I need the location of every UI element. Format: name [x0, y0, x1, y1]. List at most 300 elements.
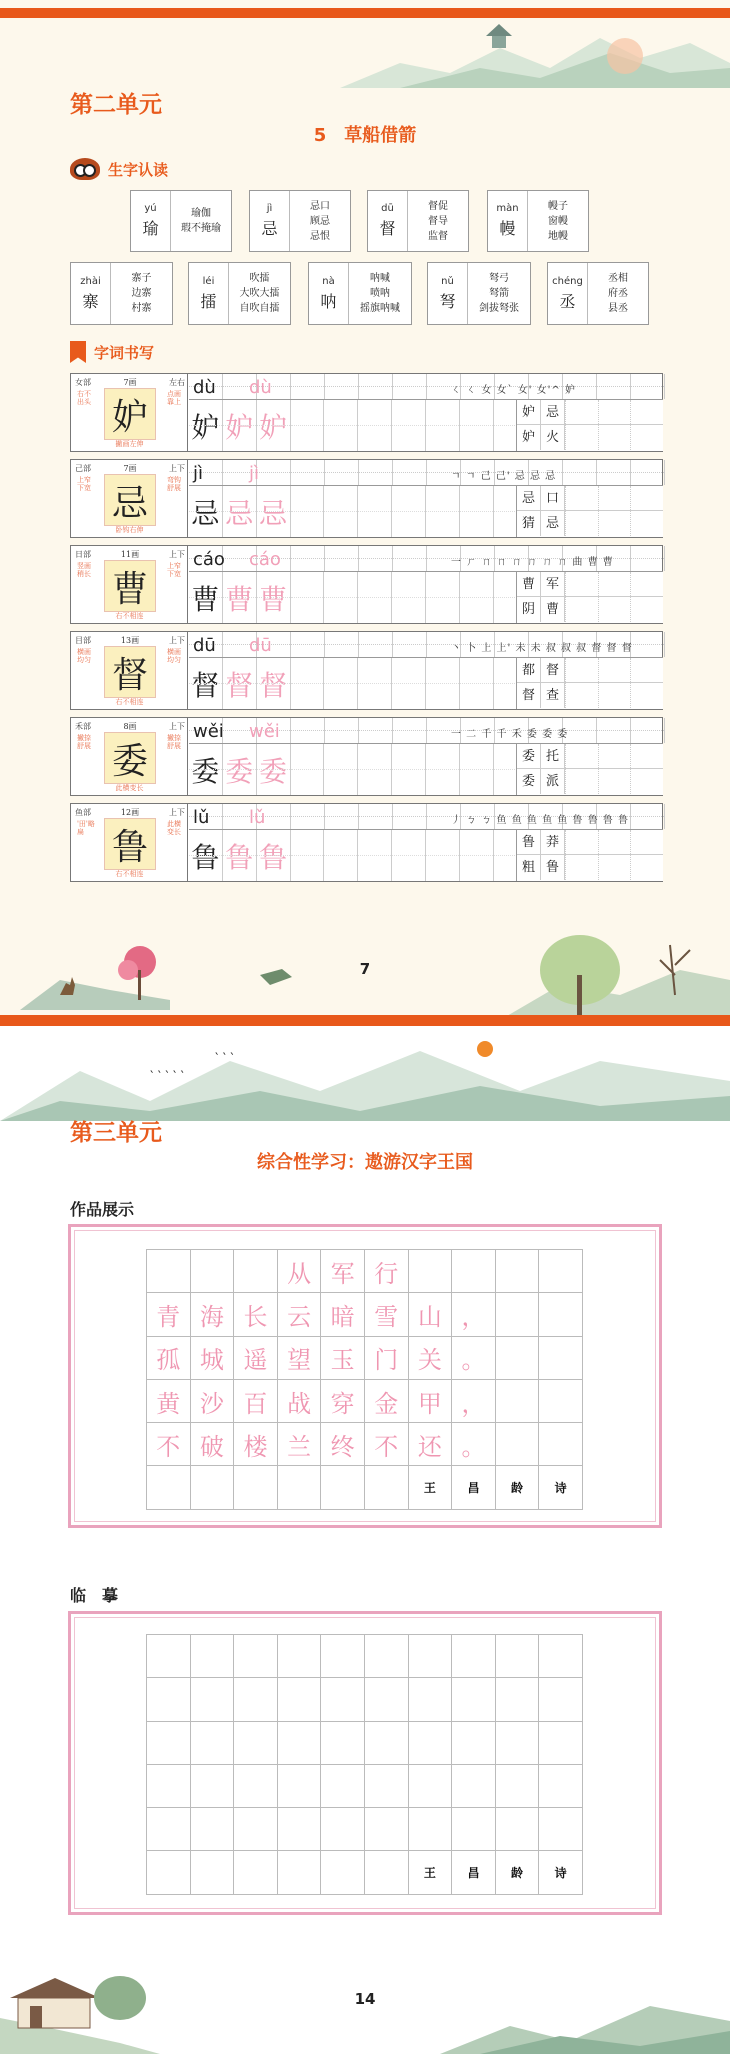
word-char: 军	[541, 572, 565, 596]
grid-cell[interactable]	[278, 1808, 322, 1851]
grid-cell[interactable]	[365, 1678, 409, 1721]
tracing-cell[interactable]: 忌	[257, 486, 291, 537]
grid-cell[interactable]	[278, 1635, 322, 1678]
card-hanzi: 呐	[320, 291, 337, 311]
tracing-cell[interactable]	[358, 486, 392, 537]
word-blank[interactable]	[630, 486, 663, 510]
writing-row	[70, 631, 663, 710]
pinyin-trace: jì	[249, 463, 260, 484]
grid-cell[interactable]	[147, 1851, 191, 1894]
grid-cell[interactable]	[191, 1678, 235, 1721]
pinyin-cell	[291, 374, 325, 399]
grid-cell: 楼	[234, 1423, 278, 1466]
grid-cell[interactable]	[321, 1765, 365, 1808]
tip-left: 横画均匀	[77, 648, 91, 664]
pinyin: cáo	[193, 549, 225, 570]
word-blank[interactable]	[598, 400, 631, 424]
bottom-mountains-illustration	[440, 1986, 730, 2054]
tracing-cell[interactable]	[358, 572, 392, 623]
card-word: 村寨	[131, 303, 152, 314]
grid-cell[interactable]	[234, 1765, 278, 1808]
tracing-cell[interactable]: 曹	[257, 572, 291, 623]
grid-cell[interactable]	[409, 1765, 453, 1808]
pinyin-cell	[325, 718, 359, 743]
word-blank[interactable]	[630, 658, 663, 682]
tracing-cell[interactable]	[291, 400, 325, 451]
tracing-cell[interactable]	[358, 658, 392, 709]
pinyin: wěi	[193, 721, 224, 742]
word-blank[interactable]	[630, 744, 663, 768]
tracing-cell[interactable]: 鲁	[257, 830, 291, 881]
word-blank[interactable]	[630, 830, 663, 854]
grid-cell[interactable]	[321, 1808, 365, 1851]
card-character	[131, 191, 171, 251]
word-blank[interactable]	[598, 486, 631, 510]
card-pinyin: nà	[322, 275, 335, 287]
tracing-cell[interactable]	[392, 658, 426, 709]
grid-cell[interactable]	[539, 1635, 583, 1678]
grid-cell[interactable]	[234, 1808, 278, 1851]
grid-cell	[539, 1293, 583, 1336]
grid-cell	[452, 1250, 496, 1293]
grid-cell[interactable]	[452, 1765, 496, 1808]
grid-cell: 百	[234, 1380, 278, 1423]
tracing-cell[interactable]	[460, 486, 494, 537]
tracing-cell[interactable]	[358, 400, 392, 451]
word-blank[interactable]	[598, 769, 631, 794]
word-blank[interactable]	[630, 683, 663, 708]
card-word: 地幔	[548, 230, 568, 242]
grid-cell[interactable]	[409, 1635, 453, 1678]
grid-cell	[496, 1293, 540, 1336]
grid-cell[interactable]	[147, 1722, 191, 1765]
grid-cell[interactable]	[496, 1635, 540, 1678]
pinyin-cell	[291, 804, 325, 829]
tracing-cell[interactable]	[460, 658, 494, 709]
grid-cell: 不	[147, 1423, 191, 1466]
word-char: 派	[541, 769, 565, 794]
tracing-cell[interactable]: 忌	[189, 486, 223, 537]
grid-cell[interactable]	[147, 1808, 191, 1851]
grid-cell[interactable]	[539, 1722, 583, 1765]
character-card	[188, 262, 291, 325]
radical: 日部	[75, 550, 91, 559]
tracing-cell[interactable]	[358, 744, 392, 795]
grid-cell[interactable]	[409, 1808, 453, 1851]
grid-cell[interactable]	[234, 1678, 278, 1721]
grid-cell: ，	[452, 1293, 496, 1336]
tip-left: 右不出头	[77, 390, 91, 406]
pinyin-cell	[325, 804, 359, 829]
card-words	[290, 199, 350, 244]
pinyin: lǔ	[193, 807, 210, 828]
word-blank[interactable]	[598, 855, 631, 880]
stroke-count: 8画	[123, 722, 137, 731]
tracing-cell[interactable]: 委	[223, 744, 257, 795]
tracing-cell[interactable]	[392, 744, 426, 795]
tracing-cell[interactable]	[358, 830, 392, 881]
tracing-cell[interactable]	[392, 486, 426, 537]
grid-cell[interactable]	[452, 1808, 496, 1851]
word-char: 都	[517, 658, 541, 682]
word-blank[interactable]	[565, 855, 598, 880]
model-character: 委	[104, 732, 156, 784]
tracing-cell[interactable]	[460, 830, 494, 881]
word-blank[interactable]	[565, 572, 598, 596]
tracing-cell[interactable]: 曹	[189, 572, 223, 623]
grid-cell: 金	[365, 1380, 409, 1423]
tracing-cell[interactable]	[392, 830, 426, 881]
pinyin-cell	[631, 718, 665, 743]
word-char: 曹	[541, 597, 565, 622]
word-blank[interactable]	[565, 744, 598, 768]
word-blank[interactable]	[565, 683, 598, 708]
word-box	[516, 572, 663, 623]
pinyin-cell	[291, 460, 325, 485]
grid-cell	[539, 1250, 583, 1293]
tracing-cell[interactable]	[392, 572, 426, 623]
grid-cell[interactable]	[234, 1722, 278, 1765]
grid-cell[interactable]	[409, 1678, 453, 1721]
grid-cell[interactable]	[539, 1765, 583, 1808]
grid-cell: 长	[234, 1293, 278, 1336]
grid-cell	[321, 1466, 365, 1509]
word-blank[interactable]	[565, 658, 598, 682]
card-word: 边寨	[131, 288, 152, 299]
tracing-cell[interactable]: 忌	[223, 486, 257, 537]
character-info	[71, 718, 188, 795]
tracing-cell[interactable]	[324, 658, 358, 709]
grid-cell[interactable]	[365, 1635, 409, 1678]
model-character: 督	[104, 646, 156, 698]
card-words	[528, 199, 588, 244]
grid-cell[interactable]	[234, 1851, 278, 1894]
word-blank[interactable]	[630, 855, 663, 880]
card-character	[428, 263, 468, 324]
card-hanzi: 丞	[559, 291, 576, 311]
grid-cell[interactable]	[234, 1635, 278, 1678]
card-word: 忌恨	[310, 230, 330, 242]
character-info	[71, 804, 188, 881]
tracing-cell[interactable]	[291, 658, 325, 709]
page-seven	[0, 0, 730, 1026]
grid-cell[interactable]	[191, 1722, 235, 1765]
word-blank[interactable]	[598, 683, 631, 708]
stroke-order: 一 二 千 千 禾 委 委 委	[451, 729, 569, 740]
tracing-cell[interactable]: 督	[189, 658, 223, 709]
pinyin-trace: lǔ	[249, 807, 266, 828]
tracing-cell[interactable]: 鲁	[189, 830, 223, 881]
card-words	[349, 271, 411, 316]
signature-cell: 昌	[452, 1851, 496, 1894]
pinyin-trace: cáo	[249, 549, 281, 570]
pinyin-cell	[325, 546, 359, 571]
writing-row	[70, 803, 663, 882]
tracing-cell[interactable]	[460, 400, 494, 451]
grid-cell[interactable]	[539, 1808, 583, 1851]
card-pinyin: nǔ	[441, 275, 454, 287]
word-char: 忌	[541, 511, 565, 536]
card-word: 县丞	[608, 303, 628, 314]
grid-cell[interactable]	[321, 1635, 365, 1678]
unit-title: 第三单元	[70, 1119, 162, 1146]
tracing-cell[interactable]	[291, 744, 325, 795]
grid-cell[interactable]	[191, 1765, 235, 1808]
word-blank[interactable]	[630, 572, 663, 596]
word-blank[interactable]	[565, 830, 598, 854]
tracing-cell[interactable]	[324, 572, 358, 623]
structure: 上下	[169, 550, 185, 559]
word-blank[interactable]	[630, 425, 663, 450]
pinyin-cell	[393, 632, 427, 657]
grid-cell[interactable]	[191, 1808, 235, 1851]
tracing-cell[interactable]: 督	[223, 658, 257, 709]
word-blank[interactable]	[598, 425, 631, 450]
grid-cell: 青	[147, 1293, 191, 1336]
bottom-orange-bar	[0, 1015, 730, 1026]
pinyin-cell	[597, 374, 631, 399]
tracing-cell[interactable]: 妒	[257, 400, 291, 451]
grid-cell: ，	[452, 1380, 496, 1423]
radical-strokes-structure	[75, 377, 185, 388]
page-number: 7	[359, 960, 371, 978]
card-pinyin: chéng	[552, 275, 583, 287]
card-word: 吹擂	[249, 273, 270, 284]
grid-cell	[147, 1250, 191, 1293]
word-char: 火	[541, 425, 565, 450]
tip-bottom: 撇画左伸	[115, 440, 144, 448]
tracing-cell[interactable]	[460, 572, 494, 623]
grid-cell: 关	[409, 1337, 453, 1380]
writing-row	[70, 545, 663, 624]
pinyin-cell	[359, 632, 393, 657]
pinyin-cell	[325, 632, 359, 657]
grid-cell[interactable]	[147, 1678, 191, 1721]
tracing-cell[interactable]	[392, 400, 426, 451]
grid-cell: 沙	[191, 1380, 235, 1423]
grid-cell[interactable]	[365, 1851, 409, 1894]
pinyin-line	[189, 804, 663, 830]
word-box	[516, 658, 663, 709]
lesson-title: 5 草船借箭	[313, 125, 417, 146]
tip-left: 上窄下宽	[77, 476, 91, 492]
word-blank[interactable]	[565, 486, 598, 510]
grid-cell[interactable]	[496, 1808, 540, 1851]
radical: 目部	[75, 636, 91, 645]
grid-cell[interactable]	[191, 1635, 235, 1678]
word-blank[interactable]	[598, 572, 631, 596]
grid-cell[interactable]	[278, 1765, 322, 1808]
tracing-cell[interactable]: 鲁	[223, 830, 257, 881]
card-hanzi: 寨	[82, 291, 99, 311]
word-blank[interactable]	[630, 769, 663, 794]
grid-cell: 军	[321, 1250, 365, 1293]
pinyin: dū	[193, 635, 216, 656]
pinyin-cell	[291, 546, 325, 571]
grid-cell	[234, 1250, 278, 1293]
card-hanzi: 擂	[200, 291, 217, 311]
section-label: 字词书写	[94, 343, 155, 362]
tracing-cell[interactable]: 曹	[223, 572, 257, 623]
grid-cell[interactable]	[496, 1678, 540, 1721]
word-row	[517, 830, 663, 855]
writing-row	[70, 717, 663, 796]
radical-strokes-structure	[75, 463, 185, 474]
tracing-cell[interactable]	[324, 830, 358, 881]
grid-cell	[539, 1337, 583, 1380]
stroke-count: 7画	[123, 464, 137, 473]
word-char: 鲁	[541, 855, 565, 880]
grid-cell[interactable]	[452, 1678, 496, 1721]
structure: 左右	[169, 378, 185, 387]
grid-cell	[496, 1337, 540, 1380]
word-blank[interactable]	[565, 400, 598, 424]
grid-cell[interactable]	[278, 1678, 322, 1721]
word-blank[interactable]	[565, 769, 598, 794]
word-blank[interactable]	[630, 597, 663, 622]
tracing-cell[interactable]	[324, 486, 358, 537]
pinyin-cell	[597, 460, 631, 485]
grid-cell	[365, 1466, 409, 1509]
radical-strokes-structure	[75, 807, 185, 818]
word-blank[interactable]	[598, 597, 631, 622]
card-pinyin: màn	[496, 203, 519, 214]
grid-cell[interactable]	[365, 1722, 409, 1765]
pinyin-cell	[291, 718, 325, 743]
pinyin-cell	[257, 460, 291, 485]
svg-text:‵ ‵ ‵ ‵ ‵: ‵ ‵ ‵ ‵ ‵	[150, 1069, 184, 1085]
tracing-cell[interactable]	[291, 830, 325, 881]
tracing-cell[interactable]: 督	[257, 658, 291, 709]
word-char: 查	[541, 683, 565, 708]
grid-cell: 城	[191, 1337, 235, 1380]
grid-cell: 玉	[321, 1337, 365, 1380]
grid-cell[interactable]	[452, 1635, 496, 1678]
grid-cell[interactable]	[496, 1722, 540, 1765]
tip-right: 此横变长	[167, 820, 181, 836]
word-char: 托	[541, 744, 565, 768]
grid-cell[interactable]	[321, 1851, 365, 1894]
grid-cell[interactable]	[496, 1765, 540, 1808]
tracing-cell[interactable]	[426, 400, 460, 451]
grid-cell: 战	[278, 1380, 322, 1423]
card-hanzi: 督	[379, 219, 396, 238]
writing-row	[70, 459, 663, 538]
tracing-cell[interactable]	[426, 572, 460, 623]
word-blank[interactable]	[598, 744, 631, 768]
pinyin: dù	[193, 377, 216, 398]
structure: 上下	[169, 808, 185, 817]
signature-cell: 诗	[539, 1851, 583, 1894]
character-card	[547, 262, 649, 325]
radical: 鱼部	[75, 808, 91, 817]
stroke-count: 13画	[120, 636, 140, 645]
grid-cell: 雪	[365, 1293, 409, 1336]
grid-cell[interactable]	[409, 1722, 453, 1765]
mountain-pavilion-illustration	[340, 18, 730, 88]
tip-left: 竖画稍长	[77, 562, 91, 578]
card-words	[408, 199, 468, 244]
tracing-cell[interactable]	[426, 486, 460, 537]
card-character	[488, 191, 528, 251]
word-blank[interactable]	[565, 597, 598, 622]
card-word: 丞相	[608, 273, 628, 284]
grid-cell: 兰	[278, 1423, 322, 1466]
word-blank[interactable]	[565, 511, 598, 536]
tracing-cell[interactable]: 委	[257, 744, 291, 795]
word-char: 督	[541, 658, 565, 682]
character-card	[249, 190, 351, 252]
card-word: 忌口	[310, 200, 330, 212]
section-word-writing	[70, 341, 154, 363]
grid-cell[interactable]	[147, 1765, 191, 1808]
grid-cell: 破	[191, 1423, 235, 1466]
grid-cell[interactable]	[278, 1722, 322, 1765]
tracing-cell[interactable]	[324, 400, 358, 451]
word-char: 莽	[541, 830, 565, 854]
word-char: 妒	[517, 425, 541, 450]
character-card	[367, 190, 469, 252]
word-blank[interactable]	[565, 425, 598, 450]
grid-cell	[147, 1466, 191, 1509]
grid-cell: 甲	[409, 1380, 453, 1423]
word-blank[interactable]	[598, 658, 631, 682]
character-card	[487, 190, 589, 252]
grid-cell[interactable]	[365, 1765, 409, 1808]
word-blank[interactable]	[630, 511, 663, 536]
tracing-cell[interactable]: 妒	[223, 400, 257, 451]
ribbon-icon	[70, 341, 86, 363]
signature-cell: 昌	[452, 1466, 496, 1509]
grid-cell[interactable]	[539, 1678, 583, 1721]
card-word: 呐喊	[370, 273, 390, 284]
grid-cell[interactable]	[321, 1678, 365, 1721]
grid-cell[interactable]	[321, 1722, 365, 1765]
word-char: 忌	[517, 486, 541, 510]
tracing-cell[interactable]	[426, 658, 460, 709]
tracing-cell[interactable]	[426, 744, 460, 795]
grid-cell: 门	[365, 1337, 409, 1380]
pinyin-cell	[631, 546, 665, 571]
tracing-cell[interactable]	[324, 744, 358, 795]
tracing-cell[interactable]	[291, 572, 325, 623]
tip-bottom: 右不相连	[115, 870, 144, 878]
grid-cell[interactable]	[191, 1851, 235, 1894]
grid-cell: 穿	[321, 1380, 365, 1423]
grid-cell[interactable]	[147, 1635, 191, 1678]
grid-cell	[234, 1466, 278, 1509]
word-blank[interactable]	[598, 511, 631, 536]
pinyin-cell	[359, 460, 393, 485]
word-row	[517, 769, 663, 794]
tracing-cell[interactable]	[291, 486, 325, 537]
grid-cell	[496, 1423, 540, 1466]
word-blank[interactable]	[598, 830, 631, 854]
pinyin-cell	[631, 804, 665, 829]
writing-row	[70, 373, 663, 452]
grid-cell[interactable]	[452, 1722, 496, 1765]
grid-cell[interactable]	[278, 1851, 322, 1894]
tracing-cell[interactable]: 委	[189, 744, 223, 795]
signature-cell: 王	[409, 1851, 453, 1894]
tracing-cell[interactable]	[426, 830, 460, 881]
grid-cell[interactable]	[365, 1808, 409, 1851]
word-blank[interactable]	[630, 400, 663, 424]
pinyin-cell	[631, 632, 665, 657]
word-row	[517, 425, 663, 450]
tracing-cell[interactable]: 妒	[189, 400, 223, 451]
tracing-cell[interactable]	[460, 744, 494, 795]
